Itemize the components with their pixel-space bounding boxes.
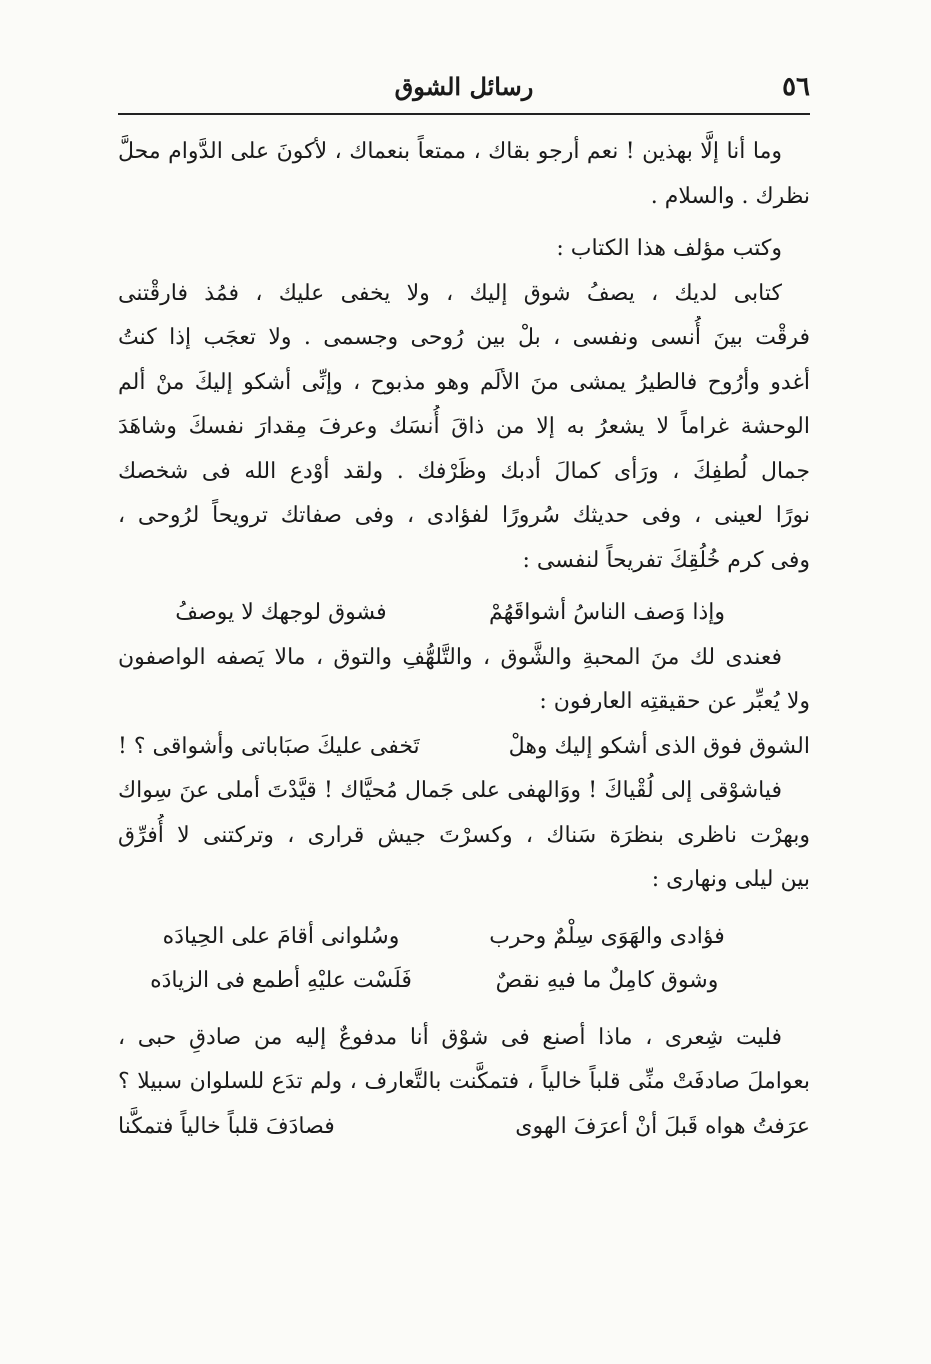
verse-line <box>118 1105 810 1150</box>
text-line: فياشوْقى إلى لُقْياكَ ! ووَالهفى على جَمال مُحيَّاك ! قيَّدْتَ أملى عنَ سِواك <box>118 778 782 803</box>
spacer <box>118 583 810 591</box>
text-line: نظرك . والسلام . <box>650 183 810 209</box>
verse-second-hemistich: تَخفى عليكَ صبَاباتى وأشواقى ؟ ! <box>118 733 420 759</box>
text-line: فليت شِعرى ، ماذا أصنع فى شوْق أنا مدفوعٌ إليه من صادقِ حبى ، <box>118 1024 782 1050</box>
text-line: فرقْت بينَ أُنسى ونفسى ، بلْ بين رُوحى وجسمى . ولا تعجَب إذا كنتُ <box>118 325 810 350</box>
text-line: بين ليلى ونهارى : <box>651 867 810 892</box>
text-line: نورًا لعينى ، وفى حديثك سُرورًا لفؤادى ، وفى صفاتك ترويحاً لرُوحى ، <box>118 503 810 528</box>
text-line: وما أنا إلَّا بهذين ! نعم أرجو بقاك ، ممتعاً بنعماك ، لأكونَ على الدَّوام محلَّ <box>118 139 782 164</box>
running-title: رسائل الشوق <box>394 72 534 101</box>
verse-first-hemistich: وشوق كامِلٌ ما فيهِ نقصٌ <box>495 968 719 993</box>
verse-second-hemistich: فصادَفَ قلباً خالياً فتمكَّنا <box>118 1113 335 1139</box>
text-line: وفى كرم خُلُقِكَ تفريحاً لنفسى : <box>522 547 810 573</box>
spacer <box>118 219 810 227</box>
verse-first-hemistich: الشوق فوق الذى أشكو إليك وهلْ <box>508 733 810 759</box>
page-body <box>118 130 810 1149</box>
section-heading: وكتب مؤلف هذا الكتاب : <box>556 236 782 261</box>
verse-second-hemistich: فشوق لوجهك لا يوصفُ <box>175 600 387 625</box>
text-line: وبهرْت ناظرى بنظرَة سَناك ، وكسرْتَ جيش قرارى ، وتركتنى لا أُفرِّق <box>118 822 810 848</box>
verse-first-hemistich: وإذا وَصف الناسُ أشواقَهُمْ <box>488 600 726 625</box>
verse-second-hemistich: فَلَسْت عليْهِ أطمع فى الزيادَه <box>150 968 412 993</box>
verse-line <box>118 725 810 770</box>
verse-line <box>118 915 810 960</box>
page-header <box>118 70 810 110</box>
text-line: بعواملَ صادفَتْ منِّى قلباً خالياً ، فتمكَّنت بالتَّعارف ، ولم تدَع للسلوان سبيلا ؟ <box>118 1069 810 1094</box>
spacer <box>118 1004 810 1016</box>
verse-second-hemistich: وسُلوانى أقامَ على الحِيادَه <box>162 923 400 949</box>
header-rule <box>118 113 810 115</box>
text-line: جمال لُطفِكَ ، ورَأى كمالَ أدبك وظَرْفك . ولقد أوْدع الله فى شخصك <box>118 458 810 484</box>
verse-first-hemistich: فؤادى والهَوَى سِلْمٌ وحرب <box>489 923 725 949</box>
spacer <box>118 903 810 915</box>
text-line: فعندى لك منَ المحبةِ والشَّوق ، والتَّلهُّفِ والتوق ، مالا يَصفه الواصفون <box>118 644 782 670</box>
text-line: أغدو وأرُوح فالطيرُ يمشى منَ الألَم وهو مذبوح ، وإنِّى أشكو إليكَ منْ ألم <box>118 369 810 395</box>
verse-line <box>118 959 810 1004</box>
text-line: ولا يُعبِّر عن حقيقتِه العارفون : <box>539 689 810 714</box>
text-line: كتابى لديك ، يصفُ شوق إليك ، ولا يخفى عليك ، فمُذ فارقْتنى <box>118 280 782 306</box>
verse-first-hemistich: عرَفتُ هواه قَبلَ أنْ أعرَفَ الهوى <box>515 1113 810 1139</box>
verse-line <box>118 591 810 636</box>
text-line: الوحشة غراماً لا يشعرُ به إلا من ذاقَ أُنسَك وعرفَ مِقدارَ نفسكَ وشاهَدَ <box>118 414 810 439</box>
page-number: ٥٦ <box>782 72 810 102</box>
